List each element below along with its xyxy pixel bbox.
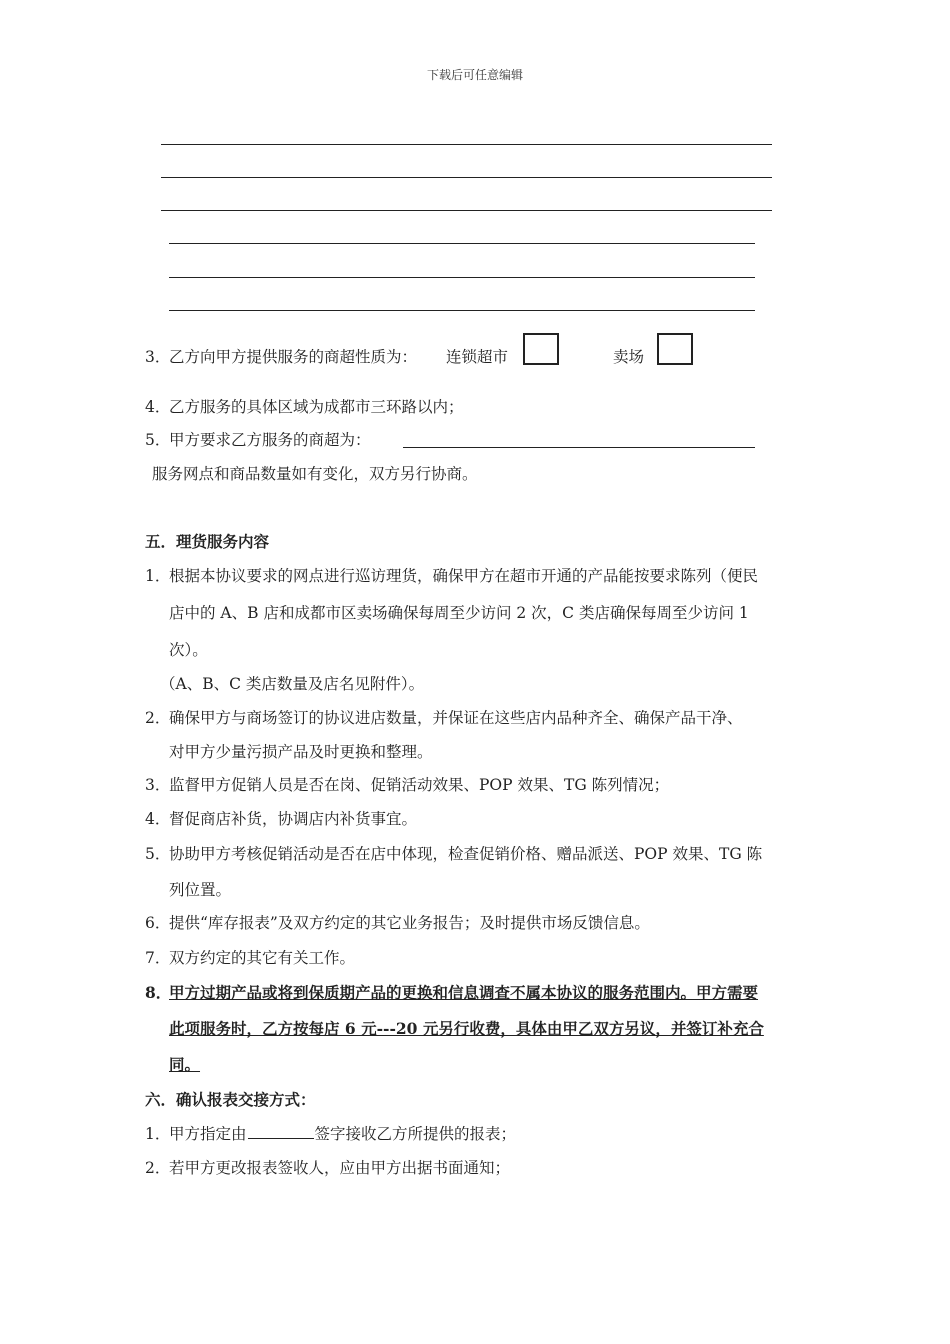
item-6-line: 提供“库存报表”及双方约定的其它业务报告；及时提供市场反馈信息。 <box>169 914 650 932</box>
blank-line <box>161 210 772 211</box>
item-5-line: 列位置。 <box>169 881 232 899</box>
blank-line <box>169 243 755 244</box>
item-2-line: 对甲方少量污损产品及时更换和整理。 <box>169 743 433 761</box>
item-number: 7． <box>145 949 171 967</box>
item-3-line: 监督甲方促销人员是否在岗、促销活动效果、POP 效果、TG 陈列情况； <box>169 776 670 794</box>
item-4-line: 督促商店补货，协调店内补货事宜。 <box>169 810 418 828</box>
item-1-line: （A、B、C 类店数量及店名见附件）。 <box>160 675 425 693</box>
item-number: 4． <box>145 810 171 828</box>
item-5-line: 协助甲方考核促销活动是否在店中体现，检查促销价格、赠品派送、POP 效果、TG 陈 <box>169 845 763 863</box>
receiver-change-text: 若甲方更改报表签收人，应由甲方出据书面通知； <box>169 1159 511 1177</box>
hypermarket-checkbox[interactable] <box>657 333 693 365</box>
report-receiver-after: 签字接收乙方所提供的报表； <box>314 1125 517 1143</box>
item-number: 3． <box>145 348 171 366</box>
item-1-line: 次）。 <box>169 641 208 659</box>
item-number: 5． <box>145 431 171 449</box>
item-number: 1． <box>145 567 171 585</box>
item-number: 5． <box>145 845 171 863</box>
section-6-title: 六．确认报表交接方式： <box>145 1090 316 1109</box>
chain-supermarket-checkbox[interactable] <box>523 333 559 365</box>
store-type-label: 乙方向甲方提供服务的商超性质为： <box>169 348 418 366</box>
section-5-title: 五．理货服务内容 <box>145 532 270 551</box>
item-number: 1． <box>145 1125 171 1143</box>
item-number: 2． <box>145 1159 171 1177</box>
item-8-line: 此项服务时，乙方按每店 6 元---20 元另行收费，具体由甲乙双方另议，并签订补充合 <box>169 1019 764 1038</box>
report-receiver-before: 甲方指定由 <box>169 1125 247 1143</box>
report-receiver-line <box>169 1124 516 1144</box>
item-number: 4． <box>145 398 171 416</box>
page-header: 下载后可任意编辑 <box>426 68 523 82</box>
option-chain-supermarket-label: 连锁超市 <box>446 348 509 366</box>
item-number: 3． <box>145 776 171 794</box>
item-number: 2． <box>145 709 171 727</box>
option-hypermarket-label: 卖场 <box>613 348 645 366</box>
receiver-name-blank[interactable] <box>248 1124 314 1139</box>
item-number: 6． <box>145 914 171 932</box>
required-stores-blank[interactable] <box>403 447 755 448</box>
item-1-line: 店中的 A、B 店和成都市区卖场确保每周至少访问 2 次，C 类店确保每周至少访问 1 <box>169 604 749 622</box>
required-stores-label: 甲方要求乙方服务的商超为： <box>169 431 371 449</box>
item-7-line: 双方约定的其它有关工作。 <box>169 949 356 967</box>
blank-line <box>169 310 755 311</box>
change-note: 服务网点和商品数量如有变化，双方另行协商。 <box>152 465 478 483</box>
blank-line <box>161 177 772 178</box>
blank-line <box>161 144 772 145</box>
item-8-line: 甲方过期产品或将到保质期产品的更换和信息调查不属本协议的服务范围内。甲方需要 <box>169 983 759 1002</box>
item-1-line: 根据本协议要求的网点进行巡访理货，确保甲方在超市开通的产品能按要求陈列（便民 <box>169 567 759 585</box>
item-8-line: 同。 <box>169 1055 201 1074</box>
blank-line <box>169 277 755 278</box>
item-number: 8． <box>145 983 172 1002</box>
item-2-line: 确保甲方与商场签订的协议进店数量，并保证在这些店内品种齐全、确保产品干净、 <box>169 709 743 727</box>
service-area-text: 乙方服务的具体区域为成都市三环路以内； <box>169 398 464 416</box>
